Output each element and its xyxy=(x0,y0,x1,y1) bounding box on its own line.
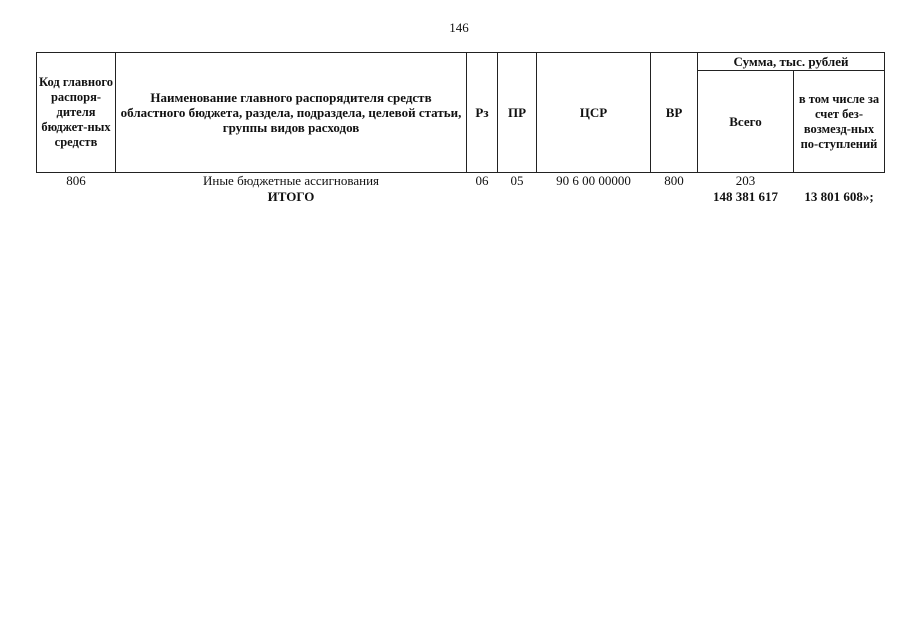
total-sum: 148 381 617 xyxy=(713,189,778,204)
header-sum-nonrepayable: в том числе за счет без-возмезд-ных по-ступлений xyxy=(794,71,885,173)
header-sum-group: Сумма, тыс. рублей xyxy=(698,53,885,71)
header-code: Код главного распоря-дителя бюджет-ных средств xyxy=(37,53,116,173)
cell-name: Иные бюджетные ассигнования xyxy=(202,173,380,188)
cell-pr: 05 xyxy=(510,173,524,188)
header-csr: ЦСР xyxy=(537,53,651,173)
header-name: Наименование главного распорядителя средств областного бюджета, раздела, подраздела, целевой статьи, группы видов расходов xyxy=(116,53,467,173)
cell-total: 203 xyxy=(735,173,756,188)
cell-vr: 800 xyxy=(664,173,684,188)
cell-nonrepayable xyxy=(794,173,885,190)
page-number: 146 xyxy=(449,20,469,35)
cell-rz: 06 xyxy=(475,173,489,188)
total-row xyxy=(37,189,885,205)
cell-code: 806 xyxy=(66,173,86,188)
budget-table xyxy=(36,52,885,205)
header-vr: ВР xyxy=(651,53,698,173)
total-label: ИТОГО xyxy=(267,189,315,204)
total-nonrepayable: 13 801 608»; xyxy=(804,189,874,204)
cell-csr: 90 6 00 00000 xyxy=(556,173,631,188)
header-rz: Рз xyxy=(467,53,498,173)
header-sum-total: Всего xyxy=(698,71,794,173)
table-row xyxy=(37,173,885,190)
header-pr: ПР xyxy=(498,53,537,173)
